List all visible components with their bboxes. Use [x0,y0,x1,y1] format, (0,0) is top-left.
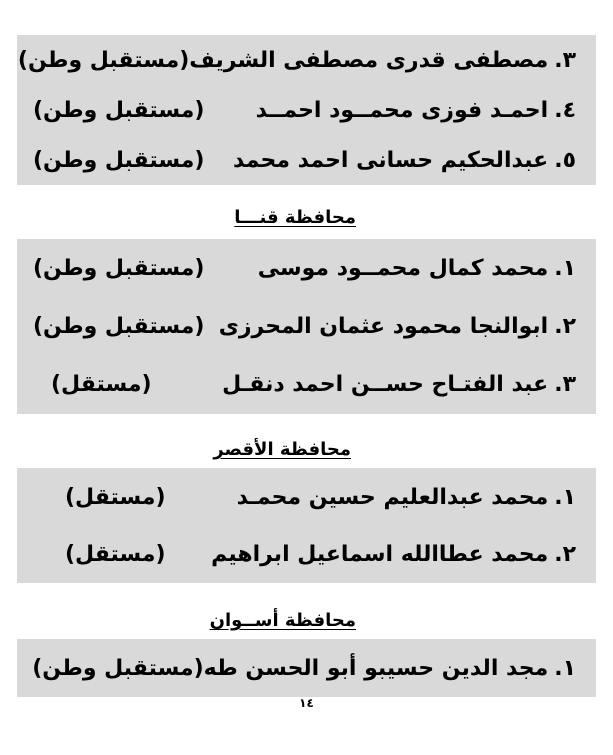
candidate-row [33,468,576,526]
candidate-number: ٣. [554,371,576,397]
candidates-block-luxor [17,468,596,583]
candidate-row [33,85,576,135]
candidate-name: محمد عطاالله اسماعيل ابراهيم [211,542,549,567]
candidate-number: ٥. [554,147,576,173]
candidate-number: ١. [554,484,576,510]
candidate-row [17,35,576,85]
candidate-party: (مستقبل وطن) [32,655,204,681]
candidate-row [33,639,576,697]
candidate-name: محمد عبدالعليم حسين محمـد [236,484,549,510]
section-heading-aswan: محافظة أســوان [209,610,356,631]
candidate-party: (مستقل) [65,484,166,510]
candidate-entry [258,256,576,281]
candidate-entry [219,314,576,339]
candidate-party: (مستقل) [65,542,166,567]
candidate-name: احمـد فوزى محمــود احمــد [255,97,549,123]
candidate-number: ٤. [554,97,576,123]
candidate-party: (مستقبل وطن) [33,97,205,123]
candidate-entry [256,98,576,123]
candidate-party: (مستقبل وطن) [17,47,190,73]
candidate-entry [189,48,576,73]
candidate-row [33,135,576,185]
candidate-name: مصطفى قدرى مصطفى الشريف [189,47,549,73]
candidate-row [33,239,576,297]
candidate-name: عبدالحكيم حسانى احمد محمد [233,147,549,173]
candidates-block-qena [17,239,596,414]
page-number: ١٤ [299,696,314,710]
candidate-entry [237,485,576,510]
candidate-name: مجد الدين حسيبو أبو الحسن طه [203,655,549,681]
candidate-row [33,297,576,355]
candidate-name: عبد الفتـاح حســن احمد دنقـل [222,371,549,397]
candidate-number: ١. [554,655,576,681]
candidate-party: (مستقبل وطن) [33,147,205,173]
candidate-row [33,355,576,413]
candidate-number: ٢. [554,542,576,567]
candidate-name: ابوالنجا محمود عثمان المحرزى [218,313,549,339]
candidate-number: ٢. [554,313,576,339]
candidate-entry [204,656,576,681]
section-heading-qena: محافظة قنـــا [234,207,356,228]
candidates-block-aswan [17,639,596,697]
candidate-entry [222,372,576,397]
candidate-entry [211,542,576,567]
candidate-row [33,526,576,583]
candidate-entry [233,148,576,173]
candidate-name: محمد كمال محمــود موسى [257,255,549,281]
section-heading-luxor: محافظة الأقصر [213,439,351,460]
candidate-party: (مستقبل وطن) [33,255,205,281]
candidate-party: (مستقبل وطن) [33,313,205,339]
candidates-block-continued [17,35,596,185]
candidate-number: ٣. [554,47,576,73]
candidate-party: (مستقل) [51,371,152,397]
candidate-number: ١. [554,255,576,281]
